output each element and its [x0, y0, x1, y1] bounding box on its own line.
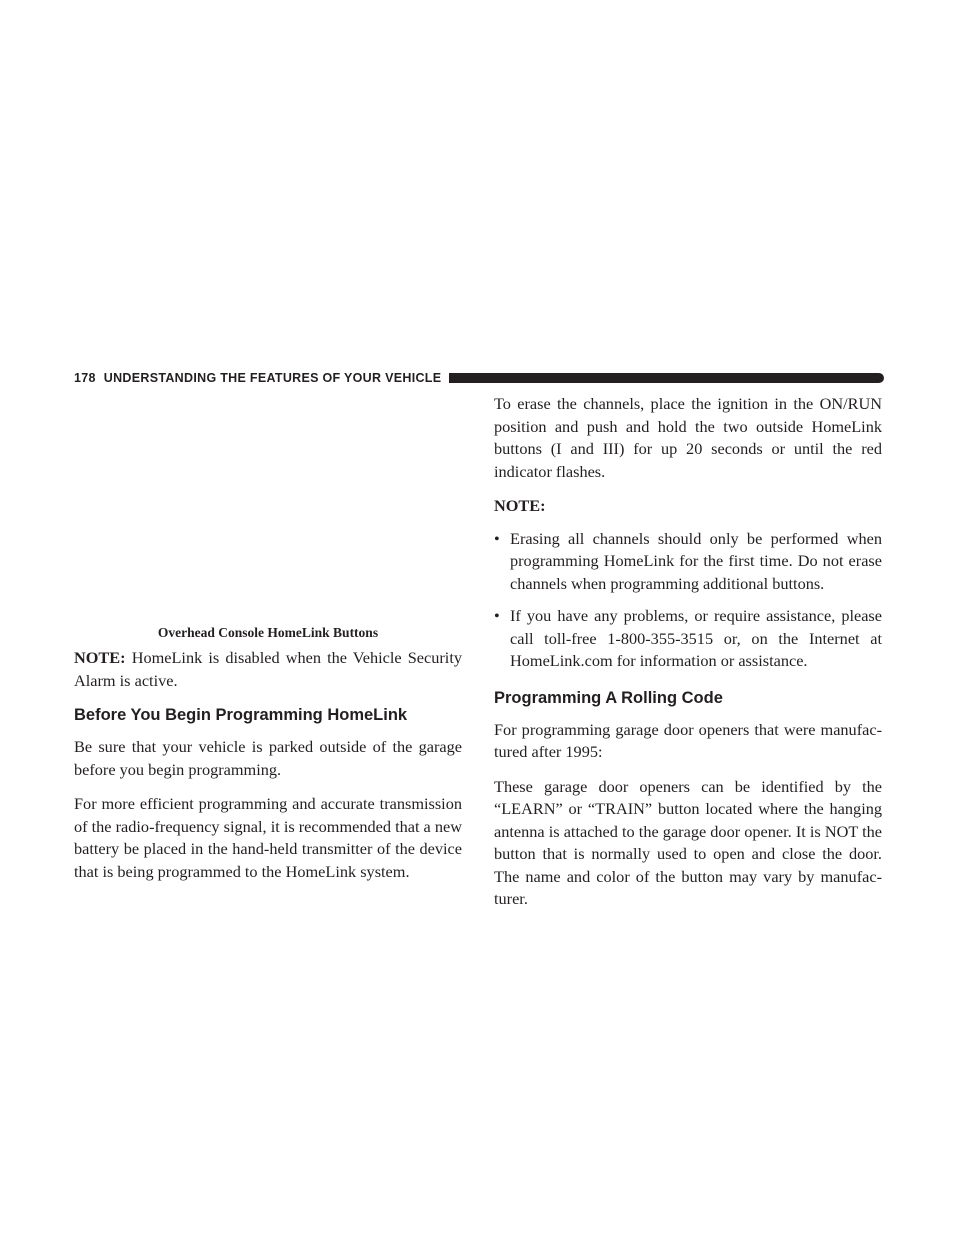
bullet-glyph: • [494, 528, 500, 548]
list-item [494, 528, 882, 596]
list-item-text: If you have any problems, or require assistance, please call toll-free 1-800-355-3515 or, on the Internet at HomeLink.com for information or assistance. [510, 606, 882, 670]
paragraph: Be sure that your vehicle is parked outside of the garage before you begin programming. [74, 737, 462, 779]
page-number: 178 [74, 371, 96, 385]
paragraph: To erase the channels, place the ignition in the ON/RUN position and push and hold the two outside HomeLink buttons (I and III) for up 20 seconds or until the red indicator flashes. [494, 394, 882, 481]
figure-caption: Overhead Console HomeLink Buttons [157, 625, 379, 640]
note-label: NOTE: [494, 496, 546, 515]
list-item-text: Erasing all channels should only be performed when programming HomeLink for the first time. Do not erase channels when programming additional buttons. [510, 528, 882, 593]
left-column [74, 647, 462, 895]
paragraph: These garage door openers can be identified by the “LEARN” or “TRAIN” button located where the hanging antenna is attached to the garage door opener. It is NOT the button that is normally used to open and close the door. The name and color of the button may vary by manufac-turer. [494, 776, 882, 908]
note-bullet-list [494, 528, 882, 673]
right-column [494, 393, 882, 923]
page-header [74, 370, 884, 386]
paragraph: For programming garage door openers that were manufac-tured after 1995: [494, 719, 882, 761]
section-title: UNDERSTANDING THE FEATURES OF YOUR VEHICLE [103, 371, 442, 385]
note-paragraph [74, 647, 462, 692]
section-heading-rolling-code: Programming A Rolling Code [494, 688, 723, 707]
header-rule [449, 373, 884, 383]
paragraph: For more efficient programming and accurate transmission of the radio-frequency signal, it is recommended that a new battery be placed in the hand-held transmitter of the device that is being programmed to the HomeLink system. [74, 794, 462, 881]
bullet-glyph: • [494, 606, 500, 625]
list-item [494, 605, 882, 673]
section-heading-before-you-begin: Before You Begin Programming HomeLink [74, 706, 408, 724]
note-text: HomeLink is disabled when the Vehicle Security Alarm is active. [74, 648, 462, 690]
note-label: NOTE: [74, 648, 126, 667]
